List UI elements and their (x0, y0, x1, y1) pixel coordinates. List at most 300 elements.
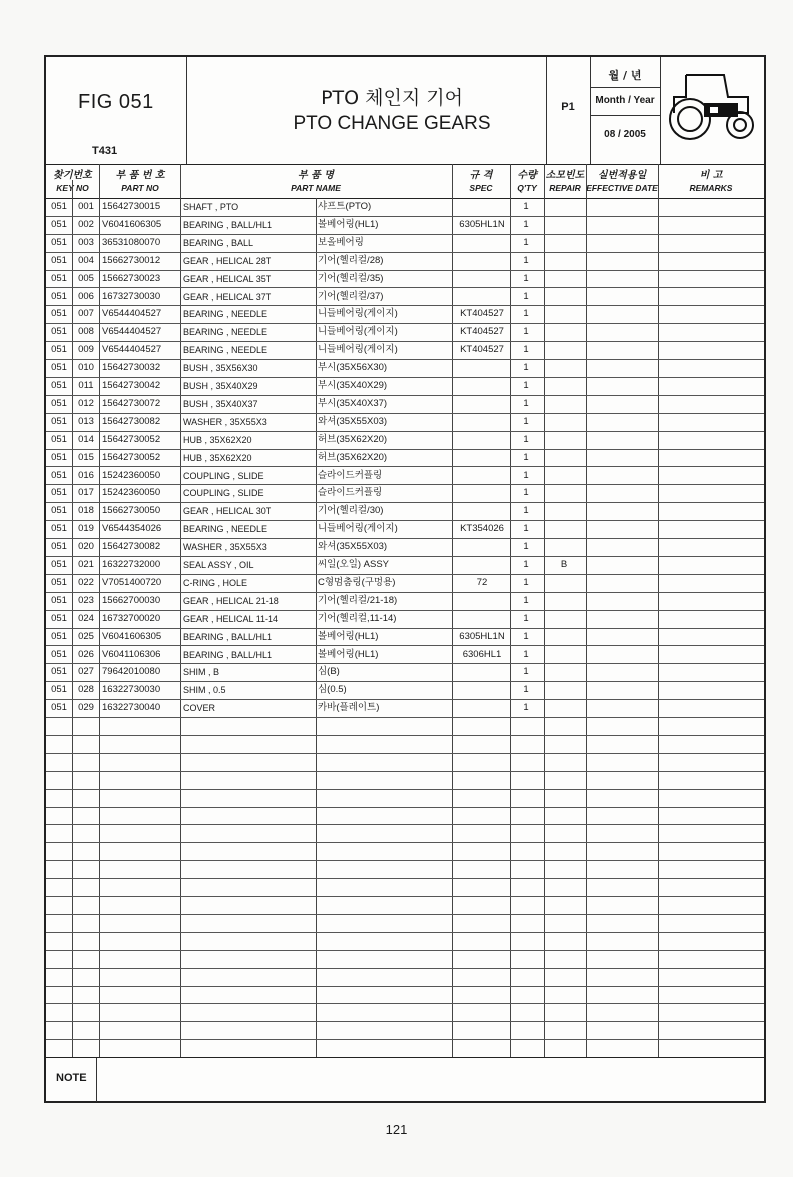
spec-cell (454, 592, 510, 610)
table-row (46, 449, 764, 468)
repair-cell (543, 395, 585, 413)
spec-cell (454, 359, 510, 377)
part-name-ko: 기어(헬리컬/35) (318, 272, 384, 284)
table-row (46, 735, 764, 754)
page-id: P1 (561, 101, 575, 113)
spec-cell (454, 681, 510, 699)
qty-cell: 1 (523, 344, 529, 356)
sheet-header (46, 57, 764, 165)
key-number: 005 (78, 272, 94, 284)
qty-cell: 1 (523, 559, 529, 570)
table-row (46, 610, 764, 629)
table-row (46, 1004, 764, 1023)
part-number: 79642010080 (102, 666, 161, 678)
key-group: 051 (51, 648, 67, 660)
key-number: 001 (78, 201, 94, 212)
part-number: 15662730023 (102, 272, 161, 284)
part-name-ko: 볼베어링(HL1) (318, 218, 379, 230)
part-name-ko: 니들베어링(게이지) (318, 326, 398, 338)
col-part-en: PART NO (121, 183, 159, 193)
part-name-en: WASHER , 35X55X3 (183, 542, 267, 553)
table-row (46, 1021, 764, 1040)
part-number: 36531080070 (102, 236, 161, 248)
parts-sheet (44, 55, 766, 1103)
key-group: 051 (51, 290, 67, 302)
key-number: 020 (78, 541, 94, 553)
qty-cell: 1 (523, 576, 529, 588)
table-row (46, 842, 764, 861)
key-group: 051 (51, 684, 67, 696)
part-number: 15642730052 (102, 433, 161, 445)
part-name-en: GEAR , HELICAL 28T (183, 255, 272, 266)
table-row (46, 305, 764, 324)
part-name-en: COUPLING , SLIDE (183, 470, 264, 481)
table-row (46, 359, 764, 378)
repair-cell (543, 610, 585, 628)
spec-cell (454, 449, 510, 467)
table-row (46, 807, 764, 826)
part-name-en: BUSH , 35X40X37 (183, 398, 258, 409)
part-name-en: BEARING , NEEDLE (183, 327, 268, 338)
key-group: 051 (51, 433, 67, 445)
part-name-en: BEARING , BALL (183, 237, 254, 248)
table-row (46, 646, 764, 665)
table-row (46, 628, 764, 647)
figure-number: FIG 051 (78, 91, 154, 113)
col-spec-ko: 규 격 (469, 170, 493, 181)
key-group: 051 (51, 218, 67, 230)
part-name-ko: C형멈춤링(구멍용) (318, 576, 396, 588)
part-name-ko: 부시(35X40X37) (318, 397, 388, 409)
table-row (46, 198, 764, 217)
month-year-korean: 월 / 년 (608, 69, 642, 82)
key-group: 051 (51, 523, 67, 535)
key-group: 051 (51, 380, 67, 391)
part-name-ko: 부시(35X56X30) (318, 362, 388, 374)
table-row (46, 574, 764, 593)
key-group: 051 (51, 630, 67, 642)
spec-cell (454, 288, 510, 306)
key-group: 051 (51, 541, 67, 553)
part-number: 15662730050 (102, 505, 161, 517)
table-row (46, 556, 764, 575)
col-name-ko: 부 품 명 (298, 170, 334, 181)
key-number: 018 (78, 505, 94, 517)
part-number: V6544404527 (102, 308, 162, 320)
part-name-ko: 샤프트(PTO) (318, 201, 372, 212)
part-name-ko: 허브(35X62X20) (318, 451, 388, 463)
part-number: 15662700030 (102, 594, 161, 606)
key-number: 013 (78, 415, 94, 427)
part-number: 15642730082 (102, 541, 161, 553)
part-name-ko: 부시(35X40X29) (318, 380, 388, 391)
table-row (46, 753, 764, 772)
part-name-ko: 니들베어링(게이지) (318, 523, 398, 535)
qty-cell: 1 (523, 505, 529, 517)
key-group: 051 (51, 594, 67, 606)
key-number: 011 (78, 380, 94, 391)
key-group: 051 (51, 201, 67, 212)
part-number: 15642730015 (102, 201, 161, 212)
qty-cell: 1 (523, 702, 529, 714)
part-name-ko: 기어(헬리컬/21-18) (318, 594, 398, 606)
part-name-en: SEAL ASSY , OIL (183, 560, 254, 570)
repair-cell (543, 305, 585, 323)
spec-cell (454, 395, 510, 413)
key-group: 051 (51, 469, 67, 481)
col-name-en: PART NAME (291, 183, 341, 193)
spec-cell (454, 484, 510, 502)
repair-cell (543, 413, 585, 431)
spec-cell (454, 467, 510, 485)
key-group: 051 (51, 362, 67, 374)
table-row (46, 932, 764, 951)
spec-cell (454, 270, 510, 288)
key-number: 002 (78, 218, 94, 230)
table-row (46, 896, 764, 915)
table-row (46, 592, 764, 611)
key-group: 051 (51, 344, 67, 356)
qty-cell: 1 (523, 308, 529, 320)
part-name-en: COVER (183, 703, 216, 714)
spec-cell: KT404527 (460, 308, 504, 320)
key-number: 012 (78, 397, 94, 409)
table-row (46, 860, 764, 879)
part-name-en: GEAR , HELICAL 21-18 (183, 595, 279, 606)
table-row (46, 216, 764, 235)
key-number: 010 (78, 362, 94, 374)
table-row (46, 986, 764, 1005)
part-name-ko: 보올베어링 (318, 236, 364, 248)
table-row (46, 431, 764, 450)
key-group: 051 (51, 415, 67, 427)
repair-cell (543, 538, 585, 556)
spec-cell: KT404527 (460, 344, 504, 356)
page-number: 121 (385, 1122, 408, 1137)
key-group: 051 (51, 397, 67, 409)
qty-cell: 1 (523, 648, 529, 660)
part-number: 16732730030 (102, 290, 161, 302)
key-number: 025 (78, 630, 94, 642)
spec-cell (454, 234, 510, 252)
repair-cell (543, 252, 585, 270)
qty-cell: 1 (523, 254, 529, 266)
spec-cell (454, 252, 510, 270)
part-name-ko: 볼베어링(HL1) (318, 630, 379, 642)
spec-cell (454, 663, 510, 681)
spec-cell (454, 538, 510, 556)
part-name-en: BUSH , 35X40X29 (183, 381, 258, 391)
part-name-en: GEAR , HELICAL 35T (183, 273, 272, 284)
repair-cell (543, 377, 585, 395)
repair-cell (543, 646, 585, 664)
part-name-en: SHAFT , PTO (183, 202, 239, 212)
repair-cell (543, 628, 585, 646)
repair-cell (543, 216, 585, 234)
key-number: 016 (78, 469, 94, 481)
qty-cell: 1 (523, 433, 529, 445)
key-group: 051 (51, 308, 67, 320)
part-name-en: HUB , 35X62X20 (183, 452, 252, 463)
table-row (46, 395, 764, 414)
repair-cell (543, 288, 585, 306)
table-row (46, 717, 764, 736)
col-effective-ko: 실번적용일 (597, 170, 647, 181)
part-name-ko: 니들베어링(게이지) (318, 308, 398, 320)
qty-cell: 1 (523, 397, 529, 409)
key-group: 051 (51, 236, 67, 248)
spec-cell (454, 502, 510, 520)
table-row (46, 789, 764, 808)
repair-cell (543, 520, 585, 538)
table-row (46, 681, 764, 700)
part-name-en: BEARING , NEEDLE (183, 345, 268, 356)
part-name-ko: 씨일(오일) ASSY (318, 559, 390, 570)
qty-cell: 1 (523, 594, 529, 606)
qty-cell: 1 (523, 469, 529, 481)
table-row (46, 538, 764, 557)
model-code: T431 (92, 145, 118, 157)
key-group: 051 (51, 326, 67, 338)
key-group: 051 (51, 254, 67, 266)
key-number: 014 (78, 433, 94, 445)
key-number: 004 (78, 254, 94, 266)
key-number: 028 (78, 684, 94, 696)
part-name-en: GEAR , HELICAL 11-14 (183, 613, 279, 624)
title-korean: PTO 체인지 기어 (321, 87, 463, 109)
key-number: 015 (78, 451, 94, 463)
table-row (46, 323, 764, 342)
table-row (46, 341, 764, 360)
part-number: 16322732000 (102, 559, 161, 570)
col-key-en: KEY NO (56, 183, 89, 193)
part-number: V6544404527 (102, 326, 162, 338)
key-group: 051 (51, 451, 67, 463)
col-qty-ko: 수량 (517, 170, 537, 181)
part-number: 15662730012 (102, 254, 161, 266)
repair-cell (543, 502, 585, 520)
table-row (46, 1039, 764, 1058)
table-row (46, 914, 764, 933)
qty-cell: 1 (523, 236, 529, 248)
part-name-ko: 심(B) (318, 666, 340, 678)
part-name-en: BEARING , NEEDLE (183, 309, 268, 320)
part-name-en: SHIM , B (183, 667, 220, 678)
repair-cell (543, 574, 585, 592)
table-row (46, 270, 764, 289)
qty-cell: 1 (523, 451, 529, 463)
part-number: 15642730072 (102, 397, 161, 409)
qty-cell: 1 (523, 541, 529, 553)
col-spec-en: SPEC (469, 183, 493, 193)
key-group: 051 (51, 272, 67, 284)
qty-cell: 1 (523, 523, 529, 535)
table-row (46, 288, 764, 307)
table-row (46, 413, 764, 432)
table-row (46, 825, 764, 844)
spec-cell: 72 (476, 576, 488, 588)
key-number: 021 (78, 559, 94, 570)
key-number: 027 (78, 666, 94, 678)
part-number: 16322730030 (102, 684, 161, 696)
part-name-en: COUPLING , SLIDE (183, 488, 264, 499)
qty-cell: 1 (523, 612, 529, 624)
repair-cell (543, 592, 585, 610)
table-row (46, 377, 764, 396)
spec-cell: 6305HL1N (459, 630, 505, 642)
table-row (46, 663, 764, 682)
part-name-en: HUB , 35X62X20 (183, 434, 252, 445)
part-name-en: SHIM , 0.5 (183, 685, 226, 696)
part-name-en: C-RING , HOLE (183, 577, 248, 588)
key-number: 006 (78, 290, 94, 302)
part-number: V6041606305 (102, 630, 162, 642)
part-number: V6041606305 (102, 218, 162, 230)
part-number: 15242360050 (102, 487, 161, 499)
qty-cell: 1 (523, 415, 529, 427)
part-name-ko: 볼베어링(HL1) (318, 648, 379, 660)
repair-cell (543, 431, 585, 449)
part-name-ko: 와셔(35X55X03) (318, 541, 388, 553)
table-row (46, 467, 764, 486)
part-name-en: BEARING , BALL/HL1 (183, 649, 273, 660)
part-name-en: WASHER , 35X55X3 (183, 416, 267, 427)
part-name-en: GEAR , HELICAL 37T (183, 291, 272, 302)
spec-cell: KT354026 (460, 523, 504, 535)
col-key-ko: 찾기번호 (53, 170, 92, 181)
key-number: 029 (78, 702, 94, 714)
qty-cell: 1 (523, 201, 529, 212)
key-number: 023 (78, 594, 94, 606)
key-group: 051 (51, 666, 67, 678)
key-number: 007 (78, 308, 94, 320)
repair-cell (543, 270, 585, 288)
part-name-en: BEARING , BALL/HL1 (183, 631, 273, 642)
col-repair-en: REPAIR (549, 183, 581, 193)
repair-cell (543, 198, 585, 216)
table-row (46, 520, 764, 539)
repair-cell (543, 341, 585, 359)
repair-cell (543, 467, 585, 485)
spec-cell (454, 377, 510, 395)
key-group: 051 (51, 487, 67, 499)
spec-cell (454, 556, 510, 574)
part-number: V7051400720 (102, 576, 162, 588)
note-label: NOTE (56, 1072, 87, 1084)
spec-cell (454, 699, 510, 717)
part-number: V6544354026 (102, 523, 162, 535)
col-remarks-en: REMARKS (689, 183, 733, 193)
part-number: 15642730042 (102, 380, 161, 391)
part-number: 16322730040 (102, 702, 161, 714)
part-name-en: BUSH , 35X56X30 (183, 363, 258, 374)
key-number: 024 (78, 612, 94, 624)
key-number: 003 (78, 236, 94, 248)
col-repair-ko: 소모빈도 (545, 170, 585, 181)
col-part-ko: 부 품 번 호 (115, 170, 165, 181)
qty-cell: 1 (523, 684, 529, 696)
repair-cell (543, 484, 585, 502)
col-qty-en: Q'TY (517, 183, 537, 193)
table-row (46, 484, 764, 503)
part-name-en: GEAR , HELICAL 30T (183, 506, 272, 517)
table-row (46, 699, 764, 718)
table-row (46, 950, 764, 969)
key-number: 026 (78, 648, 94, 660)
part-number: 15642730082 (102, 415, 161, 427)
title-english: PTO CHANGE GEARS (293, 113, 491, 134)
part-number: 15242360050 (102, 469, 161, 481)
part-name-ko: 니들베어링(게이지) (318, 344, 398, 356)
key-number: 019 (78, 523, 94, 535)
qty-cell: 1 (523, 272, 529, 284)
repair-cell (543, 234, 585, 252)
key-group: 051 (51, 576, 67, 588)
key-number: 022 (78, 576, 94, 588)
part-name-ko: 슬라이드커플링 (318, 487, 383, 499)
part-name-ko: 기어(헬리컬/30) (318, 505, 384, 517)
repair-cell (543, 359, 585, 377)
part-number: 15642730032 (102, 362, 161, 374)
qty-cell: 1 (523, 630, 529, 642)
repair-cell (543, 663, 585, 681)
spec-cell (454, 198, 510, 216)
qty-cell: 1 (523, 218, 529, 230)
table-row (46, 234, 764, 253)
spec-cell: 6305HL1N (459, 218, 505, 230)
table-row (46, 502, 764, 521)
note-box (46, 1057, 764, 1102)
month-year-label: Month / Year (595, 95, 655, 106)
part-name-ko: 기어(헬리컬/28) (318, 254, 384, 266)
part-name-ko: 기어(헬리컬/37) (318, 290, 384, 302)
key-number: 008 (78, 326, 94, 338)
key-group: 051 (51, 505, 67, 517)
spec-cell (454, 431, 510, 449)
repair-cell (543, 699, 585, 717)
table-row (46, 771, 764, 790)
part-name-ko: 와셔(35X55X03) (318, 415, 388, 427)
col-effective-en: EFFECTIVE DATE (586, 183, 658, 193)
part-name-ko: 기어(헬리컬,11-14) (318, 612, 397, 624)
part-number: 16732700020 (102, 612, 161, 624)
part-number: V6041106306 (102, 648, 161, 660)
part-name-ko: 허브(35X62X20) (318, 433, 388, 445)
part-number: V6544404527 (102, 344, 162, 356)
table-row (46, 252, 764, 271)
qty-cell: 1 (523, 290, 529, 302)
part-number: 15642730052 (102, 451, 161, 463)
key-number: 017 (78, 487, 94, 499)
key-group: 051 (51, 702, 67, 714)
key-group: 051 (51, 612, 67, 624)
repair-cell (543, 323, 585, 341)
qty-cell: 1 (523, 666, 529, 678)
repair-cell: B (560, 559, 568, 570)
qty-cell: 1 (523, 326, 529, 338)
key-group: 051 (51, 559, 67, 570)
table-row (46, 968, 764, 987)
spec-cell: KT404527 (460, 326, 504, 338)
qty-cell: 1 (523, 487, 529, 499)
qty-cell: 1 (523, 380, 529, 391)
column-headers (46, 164, 764, 199)
part-name-ko: 슬라이드커플링 (318, 469, 383, 481)
qty-cell: 1 (523, 362, 529, 374)
repair-cell (543, 449, 585, 467)
spec-cell: 6306HL1 (462, 648, 502, 660)
part-name-ko: 카바(플레이트) (318, 702, 380, 714)
